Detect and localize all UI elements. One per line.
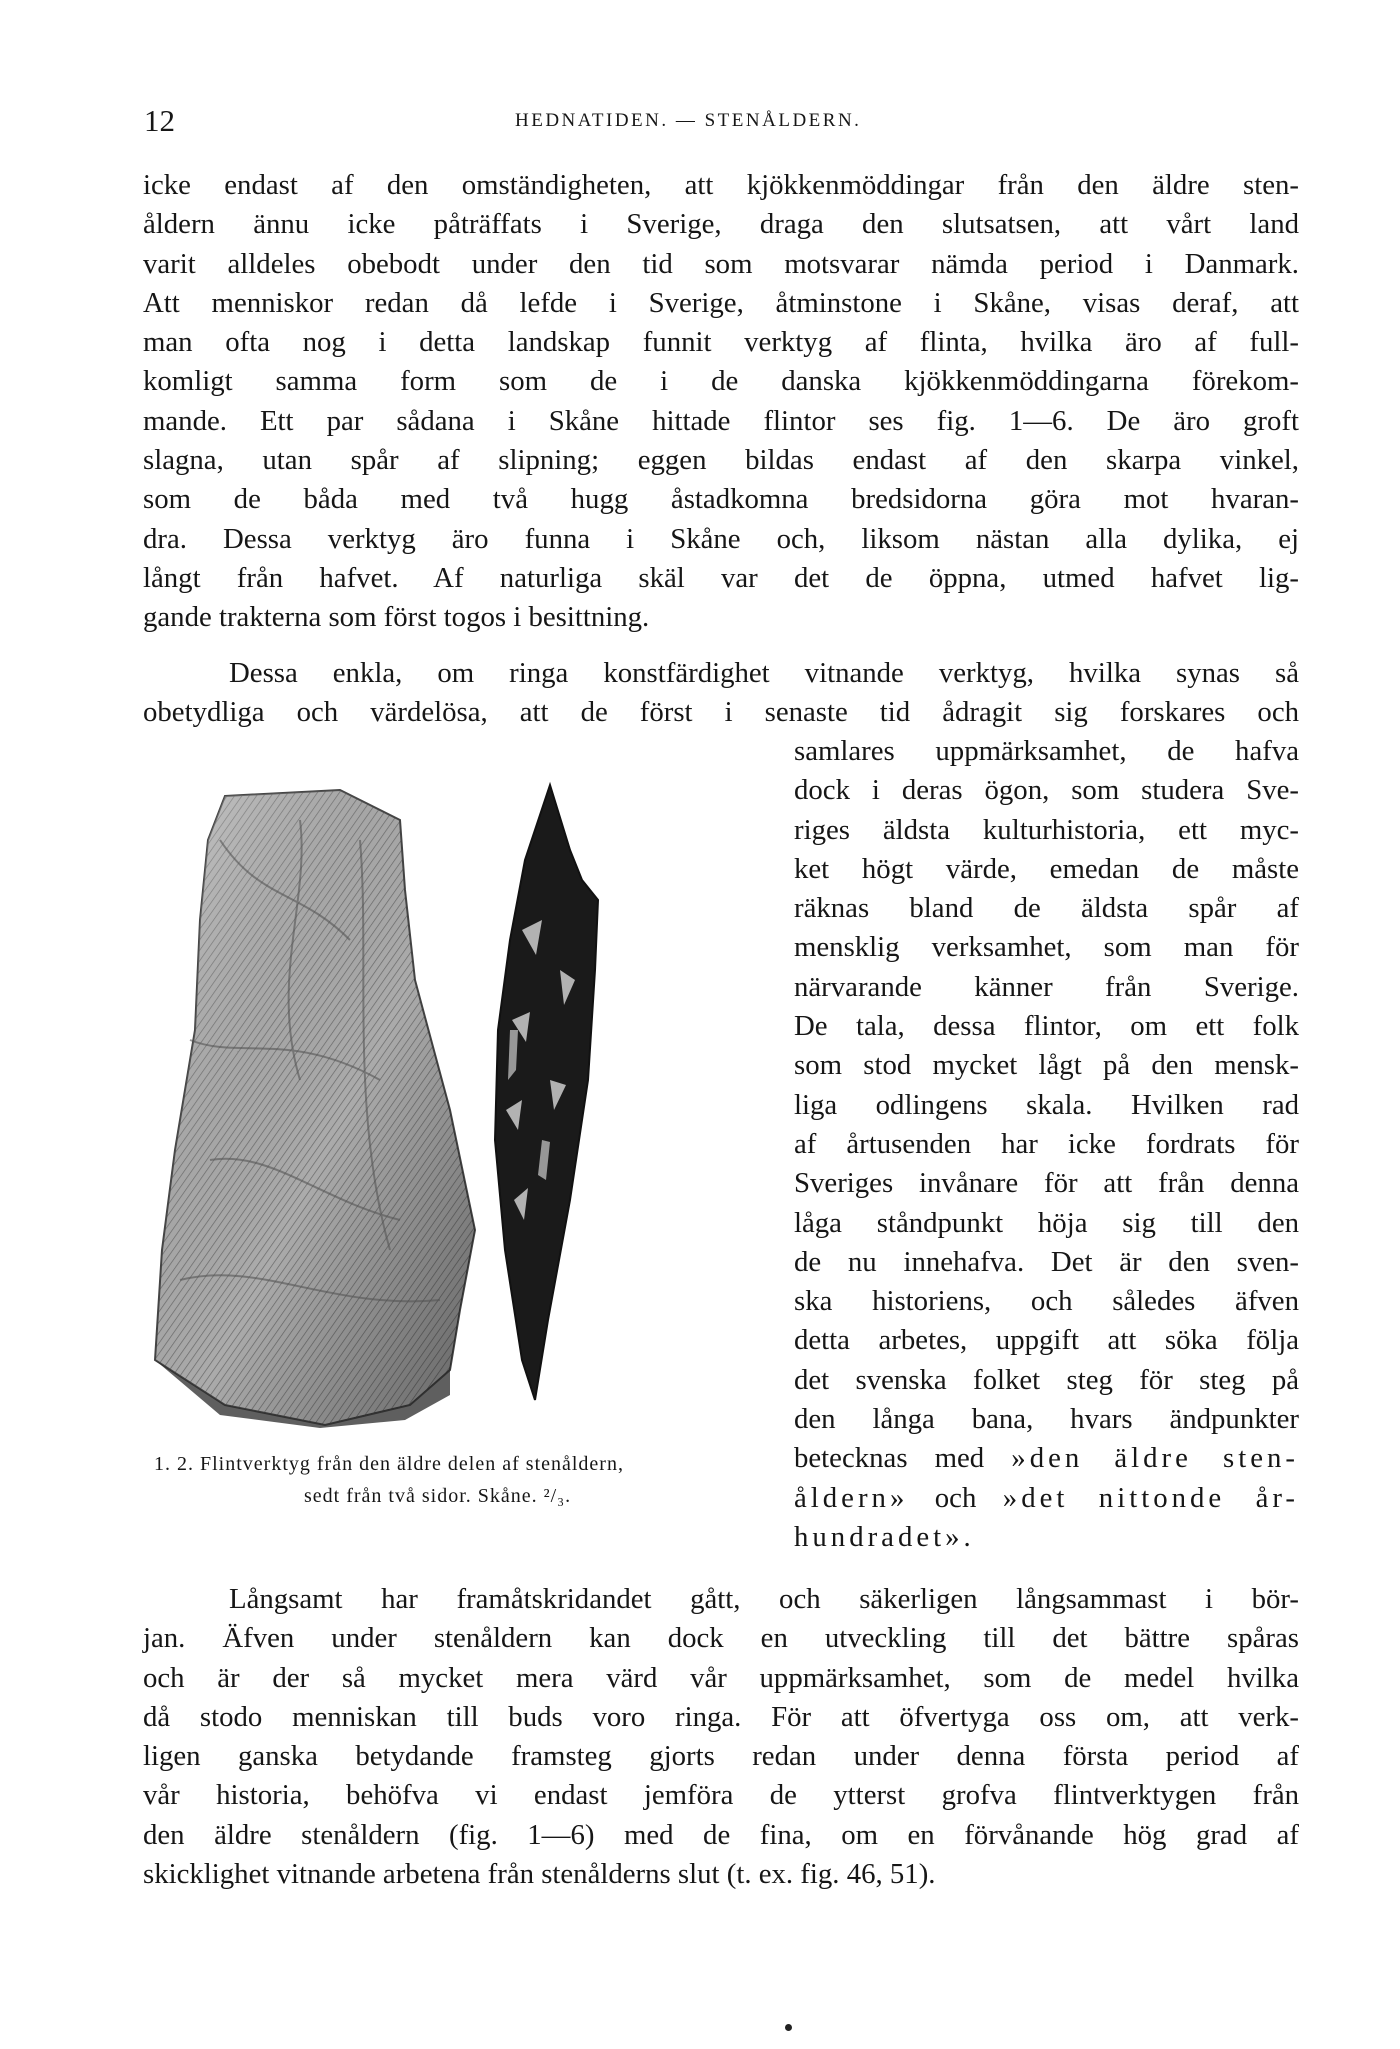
- text-line: riges äldsta kulturhistoria, ett myc-: [794, 813, 1299, 846]
- caption-line: 1. 2. Flintverktyg från den äldre delen af stenåldern,: [154, 1453, 624, 1475]
- paragraph-3: [143, 1580, 1299, 1894]
- text-line: De tala, dessa flintor, om ett folk: [794, 1010, 1299, 1043]
- page-number: 12: [144, 103, 175, 138]
- text-line: och är der så mycket mera värd vår uppmärksamhet, som de medel hvilka: [143, 1661, 1299, 1694]
- text-line: vår historia, behöfva vi endast jemföra de ytterst grofva flintverktygen från: [143, 1779, 1299, 1812]
- text-line: långt från hafvet. Af naturliga skäl var det de öppna, utmed hafvet lig-: [143, 561, 1299, 594]
- text-line: Sveriges invånare för att från denna: [794, 1167, 1299, 1200]
- text-line: ska historiens, och således äfven: [794, 1285, 1299, 1318]
- text-line: af årtusenden har icke fordrats för: [794, 1127, 1299, 1160]
- running-head: HEDNATIDEN. — STENÅLDERN.: [515, 110, 862, 131]
- text-line: dock i deras ögon, som studera Sve-: [794, 774, 1299, 807]
- flint-tool-side-view: [495, 785, 598, 1400]
- text-line: mensklig verksamhet, som man för: [794, 931, 1299, 964]
- text-line: samlares uppmärksamhet, de hafva: [794, 735, 1299, 767]
- text-line: man ofta nog i detta landskap funnit verktyg af flinta, hvilka äro af full-: [143, 326, 1299, 359]
- text-line: ket högt värde, emedan de måste: [794, 852, 1299, 885]
- text-line: jan. Äfven under stenåldern kan dock en utveckling till det bättre spåras: [143, 1622, 1299, 1655]
- text-line: det svenska folket steg för steg på: [794, 1363, 1299, 1396]
- text-line: [794, 1439, 1299, 1478]
- text-fragment: betecknas med: [794, 1442, 985, 1475]
- text-fragment: .: [963, 1520, 971, 1553]
- text-line: gande trakterna som först togos i besittning.: [143, 601, 650, 634]
- text-line: åldern ännu icke påträffats i Sverige, draga den slutsatsen, att vårt land: [143, 208, 1299, 241]
- text-line: dra. Dessa verktyg äro funna i Skåne och, liksom nästan alla dylika, ej: [143, 522, 1299, 555]
- emphasized-term: »den äldre sten-: [1011, 1442, 1299, 1475]
- text-line: räknas bland de äldsta spår af: [794, 892, 1299, 925]
- text-line: obetydliga och värdelösa, att de först i senaste tid ådragit sig forskares och: [143, 696, 1299, 729]
- text-fragment: och: [934, 1481, 977, 1514]
- text-line: närvarande känner från Sverige.: [794, 970, 1299, 1003]
- print-speck: [785, 2024, 792, 2031]
- text-line: ligen ganska betydande framsteg gjorts redan under denna första period af: [143, 1740, 1299, 1773]
- text-line: [794, 1479, 1299, 1518]
- text-line: detta arbetes, uppgift att söka följa: [794, 1324, 1299, 1357]
- text-line: som de båda med två hugg åstadkomna bredsidorna göra mot hvaran-: [143, 483, 1299, 516]
- text-line: liga odlingens skala. Hvilken rad: [794, 1088, 1299, 1121]
- paragraph-2-full-width: [143, 654, 1299, 733]
- text-line: komligt samma form som de i de danska kjökkenmöddingarna förekom-: [143, 365, 1299, 398]
- text-line: slagna, utan spår af slipning; eggen bildas endast af den skarpa vinkel,: [143, 444, 1299, 477]
- text-line: mande. Ett par sådana i Skåne hittade flintor ses fig. 1—6. De äro groft: [143, 404, 1299, 437]
- text-line: icke endast af den omständigheten, att kjökkenmöddingar från den äldre sten-: [143, 169, 1299, 201]
- text-line: [794, 1518, 1299, 1557]
- text-line: Dessa enkla, om ringa konstfärdighet vitnande verktyg, hvilka synas så: [229, 657, 1299, 689]
- flint-tools-illustration: [150, 780, 780, 1430]
- emphasized-term: hundradet»: [794, 1520, 964, 1553]
- emphasized-term: »det nittonde år-: [1002, 1481, 1299, 1514]
- text-line: då stodo menniskan till buds voro ringa. För att öfvertyga oss om, att verk-: [143, 1700, 1299, 1733]
- caption-line: sedt från två sidor. Skåne. ²/₃.: [304, 1485, 572, 1507]
- text-line: varit alldeles obebodt under den tid som motsvarar nämda period i Danmark.: [143, 247, 1299, 280]
- paragraph-2-column: [794, 732, 1299, 1557]
- text-line: den långa bana, hvars ändpunkter: [794, 1403, 1299, 1436]
- text-line: de nu innehafva. Det är den sven-: [794, 1245, 1299, 1278]
- text-line: låga ståndpunkt höja sig till den: [794, 1206, 1299, 1239]
- text-line: Att menniskor redan då lefde i Sverige, åtminstone i Skåne, visas deraf, att: [143, 286, 1299, 319]
- paragraph-1: [143, 166, 1299, 638]
- text-line: skicklighet vitnande arbetena från stenålderns slut (t. ex. fig. 46, 51).: [143, 1858, 936, 1891]
- text-line: som stod mycket lågt på den mensk-: [794, 1049, 1299, 1082]
- emphasized-term: åldern»: [794, 1481, 909, 1514]
- figure-caption: [154, 1448, 794, 1512]
- text-line: Långsamt har framåtskridandet gått, och säkerligen långsammast i bör-: [229, 1583, 1299, 1615]
- flint-tool-front-view: [155, 790, 475, 1428]
- text-line: den äldre stenåldern (fig. 1—6) med de fina, om en förvånande hög grad af: [143, 1818, 1299, 1851]
